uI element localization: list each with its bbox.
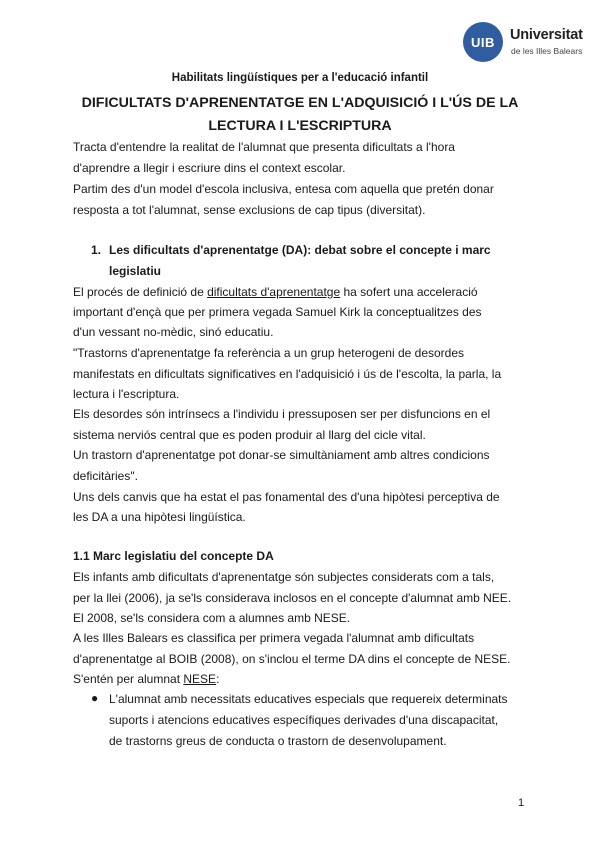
subsection-heading: 1.1 Marc legislatiu del concepte DA	[73, 549, 274, 563]
dificultats-link[interactable]: dificultats d'aprenentatge	[207, 285, 341, 299]
paragraph-line: d'aprenentatge al BOIB (2008), on s'inclou el terme DA dins el concepte de NESE.	[73, 652, 511, 666]
uib-seal-icon: UIB	[463, 22, 503, 62]
paragraph-line: Uns dels canvis que ha estat el pas fonamental des d'una hipòtesi perceptiva de	[73, 490, 500, 504]
paragraph-line: lectura i l'escriptura.	[73, 387, 180, 401]
paragraph-line: Els desordes són intrínsecs a l'individu i pressuposen ser per disfuncions en el	[73, 407, 491, 421]
course-subtitle: Habilitats lingüístiques per a l'educació infantil	[171, 72, 429, 84]
intro-line: d'aprendre a llegir i escriure dins el context escolar.	[73, 161, 346, 175]
paragraph-line	[73, 671, 219, 687]
paragraph-line: per la llei (2006), ja se'ls considerava inclosos en el concepte d'alumnat amb NEE.	[73, 591, 512, 605]
paragraph-line	[73, 284, 478, 300]
intro-line: resposta a tot l'alumnat, sense exclusions de cap tipus (diversitat).	[73, 203, 426, 217]
bullet-line: L'alumnat amb necessitats educatives especials que requereix determinats	[109, 692, 508, 706]
paragraph-line: El 2008, se'ls considera com a alumnes amb NESE.	[73, 611, 351, 625]
university-logo	[463, 22, 585, 66]
paragraph-line: manifestats en dificultats significatives en l'adquisició i ús de l'escolta, la parla, la	[73, 367, 502, 381]
paragraph-line: important d'ençà que per primera vegada Samuel Kirk la conceptualitzes des	[73, 305, 482, 319]
logo-subtitle: de les Illes Balears	[511, 46, 583, 56]
paragraph-line: "Trastorns d'aprenentatge fa referència a un grup heterogeni de desordes	[73, 346, 465, 360]
page-number: 1	[518, 797, 525, 809]
paragraph-line: A les Illes Balears es classifica per primera vegada l'alumnat amb dificultats	[73, 631, 475, 645]
text-run: :	[216, 672, 220, 686]
bullet-line: suports i atencions educatives específiques derivades d'una discapacitat,	[109, 713, 499, 727]
bullet-icon: ●	[91, 691, 99, 705]
text-run: El procés de definició de	[73, 285, 208, 299]
section-number: 1.	[91, 243, 102, 257]
text-run: ha sofert una acceleració	[340, 285, 478, 299]
section-heading: Les dificultats d'aprenentatge (DA): debat sobre el concepte i marc	[109, 243, 491, 257]
paragraph-line: Els infants amb dificultats d'aprenentatge són subjectes considerats com a tals,	[73, 570, 495, 584]
intro-line: Tracta d'entendre la realitat de l'alumnat que presenta dificultats a l'hora	[73, 140, 455, 154]
paragraph-line: deficitàries".	[73, 469, 138, 483]
nese-link[interactable]: NESE	[183, 672, 217, 686]
paragraph-line: Un trastorn d'aprenentatge pot donar-se simultàniament amb altres condicions	[73, 448, 490, 462]
paragraph-line: sistema nerviós central que es poden produir al llarg del cicle vital.	[73, 428, 426, 442]
document-title: DIFICULTATS D'APRENENTATGE EN L'ADQUISICIÓ I L'ÚS DE LA LECTURA I L'ESCRIPTURA	[81, 95, 519, 134]
bullet-line: de trastorns greus de conducta o trastorn de desenvolupament.	[109, 734, 447, 748]
paragraph-line: les DA a una hipòtesi lingüística.	[73, 510, 246, 524]
paragraph-line: d'un vessant no-mèdic, sinó educatiu.	[73, 325, 274, 339]
text-run: S'entén per alumnat	[73, 672, 184, 686]
intro-line: Partim des d'un model d'escola inclusiva, entesa com aquella que pretén donar	[73, 182, 494, 196]
logo-name: Universitat	[510, 27, 583, 43]
section-heading-cont: legislatiu	[109, 264, 162, 278]
